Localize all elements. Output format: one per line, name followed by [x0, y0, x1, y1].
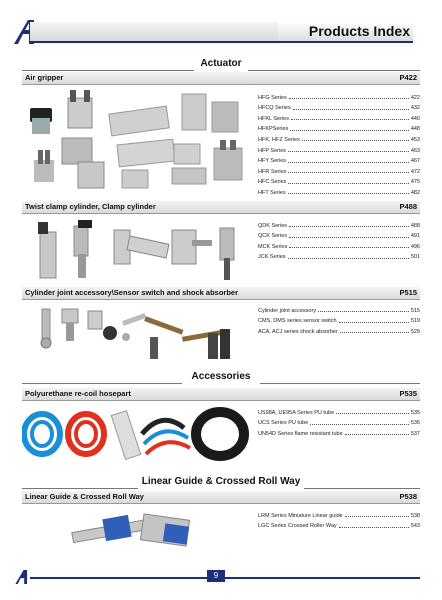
section-title-accessories: Accessories: [0, 371, 442, 382]
category-bar-pu-hose: [22, 388, 420, 401]
page-title: Products Index: [308, 23, 410, 39]
index-entry[interactable]: UN54D Series flame resistant tube 537: [258, 430, 420, 437]
index-entry[interactable]: LRM Series Miniature Linear guide 538: [258, 512, 420, 519]
section-title-actuator: Actuator: [0, 58, 442, 69]
index-entry[interactable]: JCK Series 501: [258, 254, 420, 261]
index-entry[interactable]: Cylinder joint accessory 515: [258, 307, 420, 314]
category-bar-linear-guide: [22, 491, 420, 504]
index-entry[interactable]: HFCQ Series 432: [258, 105, 420, 112]
category-bar-air-gripper: [22, 72, 420, 85]
index-entry[interactable]: ACA, ACJ series shock absorber 529: [258, 328, 420, 335]
pu-tube-index-list: [258, 405, 420, 437]
section-title-linear-guide: Linear Guide & Crossed Roll Way: [0, 476, 442, 487]
category-label: Polyurethane re-coil hosepart: [25, 389, 131, 398]
clamp-cylinder-index-list: [258, 218, 420, 260]
category-page: P488: [399, 202, 417, 211]
index-entry[interactable]: HFKPSeries 448: [258, 126, 420, 133]
index-entry[interactable]: HFT Series 482: [258, 189, 420, 196]
index-entry[interactable]: LGC Series Crossed Roller Way 543: [258, 523, 420, 530]
index-entry[interactable]: HFKL Series 440: [258, 115, 420, 122]
index-entry[interactable]: MCK Series 496: [258, 243, 420, 250]
footer-line: [30, 577, 420, 579]
index-entry[interactable]: HFK, HFZ Series 453: [258, 136, 420, 143]
air-gripper-index-list: [258, 90, 420, 196]
index-entry[interactable]: QCK Series 491: [258, 233, 420, 240]
category-bar-twist-clamp: [22, 201, 420, 214]
index-entry[interactable]: HFG Series 422: [258, 94, 420, 101]
linear-guide-index-list: [258, 508, 420, 529]
category-page: P535: [399, 389, 417, 398]
category-label: Twist clamp cylinder, Clamp cylinder: [25, 202, 156, 211]
pu-tube-photos: [22, 404, 250, 464]
category-label: Cylinder joint accessory\Sensor switch and shock absorber: [25, 288, 238, 297]
index-entry[interactable]: HFP Series 463: [258, 147, 420, 154]
index-entry[interactable]: US98A, UE95A Series PU tube 535: [258, 409, 420, 416]
joint-sensor-absorber-index-list: [258, 303, 420, 335]
category-page: P515: [399, 288, 417, 297]
index-entry[interactable]: HFC Series 475: [258, 179, 420, 186]
index-entry[interactable]: CMS, DMS series sensor switch 519: [258, 318, 420, 325]
index-entry[interactable]: HFR Series 472: [258, 168, 420, 175]
category-label: Linear Guide & Crossed Roll Way: [25, 492, 144, 501]
joint-sensor-absorber-photos: [22, 303, 250, 365]
index-entry[interactable]: UCS Series PU tube 536: [258, 420, 420, 427]
clamp-cylinder-product-photos: [22, 218, 250, 284]
category-bar-joint-sensor-absorber: [22, 287, 420, 300]
index-entry[interactable]: QDK Series 488: [258, 222, 420, 229]
category-label: Air gripper: [25, 73, 64, 82]
category-page: P422: [399, 73, 417, 82]
air-gripper-product-photos: [22, 88, 250, 196]
index-entry[interactable]: HFY Series 467: [258, 158, 420, 165]
linear-guide-photos: [22, 507, 250, 563]
category-page: P538: [399, 492, 417, 501]
page-number: 9: [207, 570, 225, 582]
